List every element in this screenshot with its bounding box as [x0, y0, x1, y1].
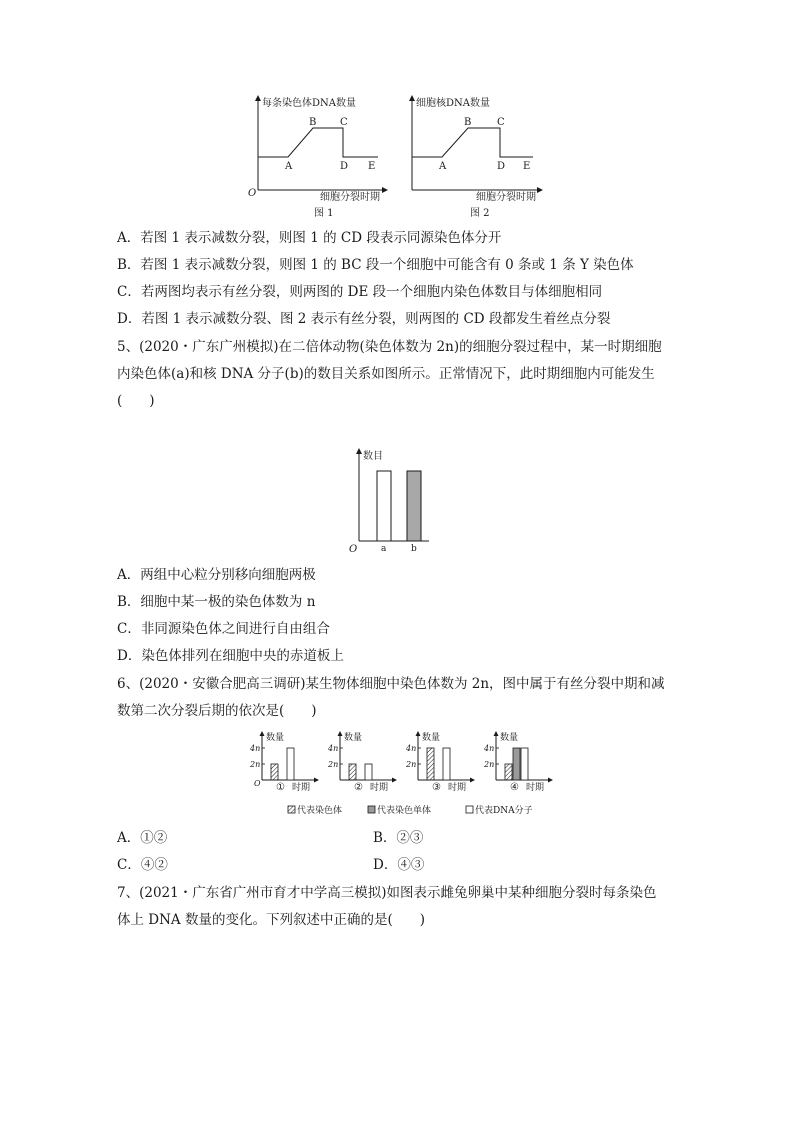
q6-bar	[521, 748, 528, 780]
q6-ytick-2n: 2n	[484, 760, 495, 769]
q6-bar	[427, 748, 434, 780]
q4-figures	[240, 92, 560, 222]
q6-legend-label: 代表DNA分子	[475, 806, 533, 816]
graph-1-caption: 图 1	[314, 208, 334, 219]
graph-1-label-c: C	[340, 117, 348, 128]
q6-xlabel: 时期	[292, 783, 311, 793]
q5-option-b: B．细胞中某一极的染色体数为 n	[117, 594, 316, 610]
q7-stem-line-1: 7、(2021・广东省广州市育才中学高三模拟)如图表示雌兔卵巢中某种细胞分裂时每条染色	[117, 885, 657, 901]
graph-1-label-d: D	[340, 161, 349, 172]
graph-2-curve	[412, 128, 533, 157]
graph-1-label-b: B	[309, 117, 317, 128]
q6-stem-line-1: 6、(2020・安徽合肥高三调研)某生物体细胞中染色体数为 2n，图中属于有丝分裂中期和减	[117, 676, 665, 692]
graph-1	[248, 96, 385, 219]
q6-bar	[513, 748, 520, 780]
graph-2-xlabel: 细胞分裂时期	[476, 192, 536, 203]
q6-xlabel: 时期	[526, 783, 545, 793]
q6-xlabel: 时期	[370, 783, 389, 793]
q6-group-label: ④	[510, 782, 519, 793]
q6-bar	[349, 764, 356, 780]
q5-bar-label-b: b	[411, 544, 417, 554]
q6-option-a: A．①②	[117, 830, 168, 846]
q6-panel-1	[249, 731, 319, 793]
q6-bar	[365, 764, 372, 780]
graph-2-label-c: C	[497, 117, 505, 128]
q6-panel-4	[483, 731, 553, 793]
q7-stem-line-2: 体上 DNA 数量的变化。下列叙述中正确的是( )	[117, 912, 426, 928]
q6-ytick-2n: 2n	[250, 760, 261, 769]
q6-panel-3	[405, 731, 475, 793]
q6-group-label: ①	[276, 782, 285, 793]
q6-panel-ylabel: 数量	[344, 733, 363, 743]
q6-chart-origin: O	[254, 779, 261, 788]
q4-option-c: C．若两图均表示有丝分裂，则两图的 DE 段一个细胞内染色体数目与体细胞相同	[117, 284, 603, 300]
graph-1-label-e: E	[368, 161, 376, 172]
q6-bar	[287, 748, 294, 780]
q6-ytick-4n: 4n	[484, 744, 495, 753]
q5-stem-line-3: ( )	[117, 393, 155, 409]
graph-1-label-a: A	[285, 161, 293, 172]
q6-panel-ylabel: 数量	[500, 733, 519, 743]
q5-option-a: A．两组中心粒分别移向细胞两极	[117, 567, 316, 583]
graph-1-origin: O	[248, 188, 257, 199]
q5-bar-b	[407, 471, 421, 541]
q6-option-c: C．④②	[117, 857, 168, 873]
q4-option-d: D．若图 1 表示减数分裂、图 2 表示有丝分裂，则两图的 CD 段都发生着丝点分裂	[117, 311, 611, 327]
q6-bar	[271, 764, 278, 780]
graph-1-xlabel: 细胞分裂时期	[320, 192, 380, 203]
q5-chart-origin: O	[349, 544, 358, 555]
q6-panel-ylabel: 数量	[266, 733, 285, 743]
q6-panel-2	[327, 731, 397, 793]
q5-option-c: C．非同源染色体之间进行自由组合	[117, 621, 330, 637]
q5-stem-line-2: 内染色体(a)和核 DNA 分子(b)的数目关系如图所示。正常情况下，此时期细胞内可能发生	[117, 366, 655, 382]
q6-bar-charts	[248, 728, 558, 820]
q5-bar-a	[377, 471, 391, 541]
graph-1-ylabel: 每条染色体DNA数量	[262, 98, 356, 109]
q5-chart-ylabel: 数目	[363, 451, 383, 462]
graph-2-caption: 图 2	[470, 208, 490, 219]
q6-legend-swatch	[368, 806, 375, 813]
q6-ytick-2n: 2n	[406, 760, 417, 769]
graph-2-label-e: E	[523, 161, 531, 172]
q6-bar	[505, 764, 512, 780]
q5-option-d: D．染色体排列在细胞中央的赤道板上	[117, 648, 344, 664]
graph-2-label-b: B	[464, 117, 472, 128]
q6-legend-swatch	[288, 806, 295, 813]
q6-group-label: ②	[354, 782, 363, 793]
graph-2-label-a: A	[439, 161, 447, 172]
q6-option-b: B．②③	[373, 830, 424, 846]
graph-1-curve	[258, 128, 378, 157]
q4-option-b: B．若图 1 表示减数分裂，则图 1 的 BC 段一个细胞中可能含有 0 条或 1 条 Y 染色体	[117, 257, 634, 273]
q4-option-a: A．若图 1 表示减数分裂，则图 1 的 CD 段表示同源染色体分开	[117, 230, 502, 246]
graph-2-ylabel: 细胞核DNA数量	[416, 98, 490, 109]
q6-legend-label: 代表染色单体	[377, 806, 432, 816]
q6-xlabel: 时期	[448, 783, 467, 793]
graph-2-label-d: D	[497, 161, 506, 172]
q6-ytick-4n: 4n	[250, 744, 261, 753]
q6-panel-ylabel: 数量	[422, 733, 441, 743]
q6-legend-swatch	[466, 806, 473, 813]
q6-legend-label: 代表染色体	[297, 806, 343, 816]
q6-stem-line-2: 数第二次分裂后期的依次是( )	[117, 703, 317, 719]
q6-group-label: ③	[432, 782, 441, 793]
graph-2	[412, 96, 540, 219]
q6-bar	[443, 748, 450, 780]
q5-stem-line-1: 5、(2020・广东广州模拟)在二倍体动物(染色体数为 2n)的细胞分裂过程中，某一时期细胞	[117, 339, 662, 355]
q6-ytick-4n: 4n	[406, 744, 417, 753]
q6-ytick-4n: 4n	[328, 744, 339, 753]
q5-bar-chart	[345, 447, 435, 559]
q6-option-d: D．④③	[373, 857, 425, 873]
q6-ytick-2n: 2n	[328, 760, 339, 769]
q5-bar-label-a: a	[381, 544, 387, 554]
